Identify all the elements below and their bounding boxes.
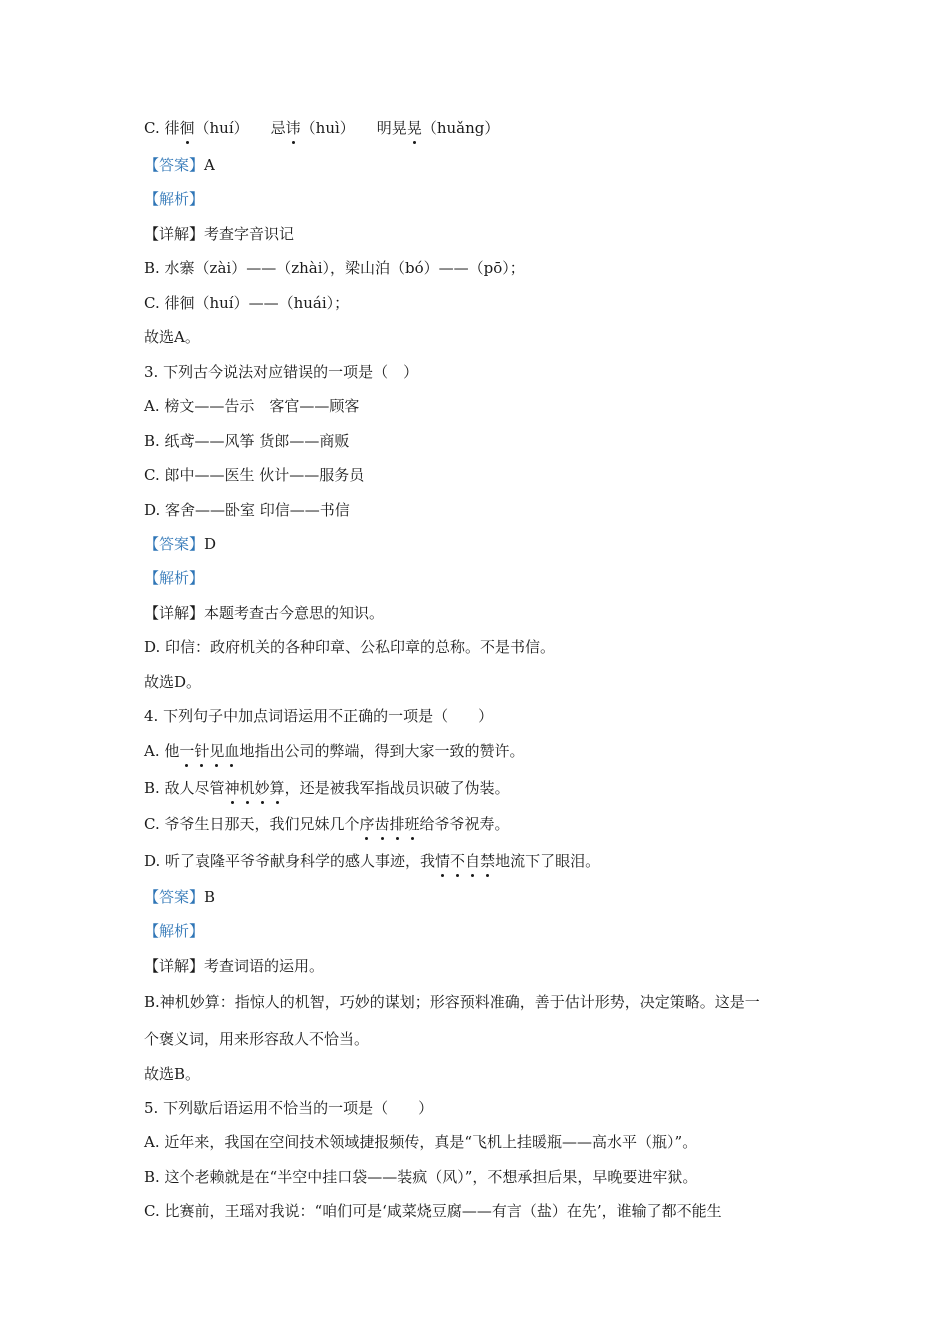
dotted-char: 血 xyxy=(224,742,240,760)
q3-analysis xyxy=(144,567,814,589)
dotted-char: 神 xyxy=(224,779,240,797)
q2-fix-b: B. 水寨（zài）——（zhài），梁山泊（bó）——（pō）； xyxy=(144,259,525,277)
dotted-char: 情 xyxy=(435,852,451,870)
q2-option-c: C. 徘徊（huí） 忌讳（huì） 明晃晃（huǎng） xyxy=(144,119,500,137)
dotted-char: 齿 xyxy=(374,815,390,833)
detail-tag: 【详解】 xyxy=(144,604,205,622)
q4-option-c: C. 爷爷生日那天，我们兄妹几个序齿排班给爷爷祝寿。 xyxy=(144,815,510,833)
q3-option-a: A. 榜文——告示 客官——顾客 xyxy=(144,397,360,415)
q2-conclusion: 故选A。 xyxy=(144,328,200,346)
q2-fix-c: C. 徘徊（huí）——（huái）； xyxy=(144,294,350,312)
dotted-char: 班 xyxy=(404,815,420,833)
dotted-char: 不 xyxy=(450,852,466,870)
analysis-tag: 【解析】 xyxy=(144,922,205,940)
q3-option-b: B. 纸鸢——风筝 货郎——商贩 xyxy=(144,432,350,450)
dotted-char: 禁 xyxy=(480,852,496,870)
dotted-char: 一 xyxy=(179,742,195,760)
answer-tag: 【答案】 xyxy=(144,535,205,553)
dotted-char: 算 xyxy=(269,779,285,797)
dotted-char: 针 xyxy=(194,742,210,760)
q4-answer: 【答案】B xyxy=(144,888,216,906)
q2-analysis xyxy=(144,188,814,210)
q5-option-a: A. 近年来，我国在空间技术领域捷报频传，真是“飞机上挂暖瓶——高水平（瓶）”。 xyxy=(144,1133,698,1151)
q4-question: 4. 下列句子中加点词语运用不正确的一项是（ ） xyxy=(144,707,494,725)
q4-analysis xyxy=(144,920,814,942)
q3-answer: 【答案】D xyxy=(144,535,217,553)
dotted-char: 见 xyxy=(209,742,225,760)
dotted-char: 讳 xyxy=(285,119,301,137)
dotted-char: 妙 xyxy=(254,779,270,797)
q3-question: 3. 下列古今说法对应错误的一项是（ ） xyxy=(144,363,419,381)
q3-option-c: C. 郎中——医生 伙计——服务员 xyxy=(144,466,365,484)
q3-detail: 【详解】本题考查古今意思的知识。 xyxy=(144,604,385,622)
dotted-char: 排 xyxy=(389,815,405,833)
dotted-char: 徊 xyxy=(179,119,195,137)
answer-tag: 【答案】 xyxy=(144,888,205,906)
q3-option-d: D. 客舍——卧室 印信——书信 xyxy=(144,501,350,519)
answer-tag: 【答案】 xyxy=(144,156,205,174)
q3-explain: D. 印信：政府机关的各种印章、公私印章的总称。不是书信。 xyxy=(144,638,556,656)
q4-explain-1: B.神机妙算：指惊人的机智，巧妙的谋划；形容预料准确，善于估计形势，决定策略。这是一 xyxy=(144,993,760,1011)
detail-tag: 【详解】 xyxy=(144,957,205,975)
q2-answer: 【答案】A xyxy=(144,156,215,174)
q4-explain-2: 个褒义词，用来形容敌人不恰当。 xyxy=(144,1030,370,1048)
dotted-char: 序 xyxy=(359,815,375,833)
analysis-tag: 【解析】 xyxy=(144,190,205,208)
analysis-tag: 【解析】 xyxy=(144,569,205,587)
q4-detail: 【详解】考查词语的运用。 xyxy=(144,957,325,975)
q4-option-a: A. 他一针见血地指出公司的弊端，得到大家一致的赞许。 xyxy=(144,742,525,760)
q2-detail: 【详解】考查字音识记 xyxy=(144,225,295,243)
q5-question: 5. 下列歇后语运用不恰当的一项是（ ） xyxy=(144,1099,434,1117)
detail-tag: 【详解】 xyxy=(144,225,205,243)
q3-conclusion: 故选D。 xyxy=(144,673,202,691)
q5-option-c: C. 比赛前，王瑶对我说：“咱们可是‘咸菜烧豆腐——有言（盐）在先’，谁输了都不能生 xyxy=(144,1202,722,1220)
q4-option-b: B. 敌人尽管神机妙算，还是被我军指战员识破了伪装。 xyxy=(144,779,510,797)
q5-option-b: B. 这个老赖就是在“半空中挂口袋——装疯（风）”，不想承担后果，早晚要进牢狱。 xyxy=(144,1168,698,1186)
q4-conclusion: 故选B。 xyxy=(144,1065,201,1083)
dotted-char: 晃 xyxy=(406,119,422,137)
dotted-char: 机 xyxy=(239,779,255,797)
dotted-char: 自 xyxy=(465,852,481,870)
q4-option-d: D. 听了袁隆平爷爷献身科学的感人事迹，我情不自禁地流下了眼泪。 xyxy=(144,852,601,870)
